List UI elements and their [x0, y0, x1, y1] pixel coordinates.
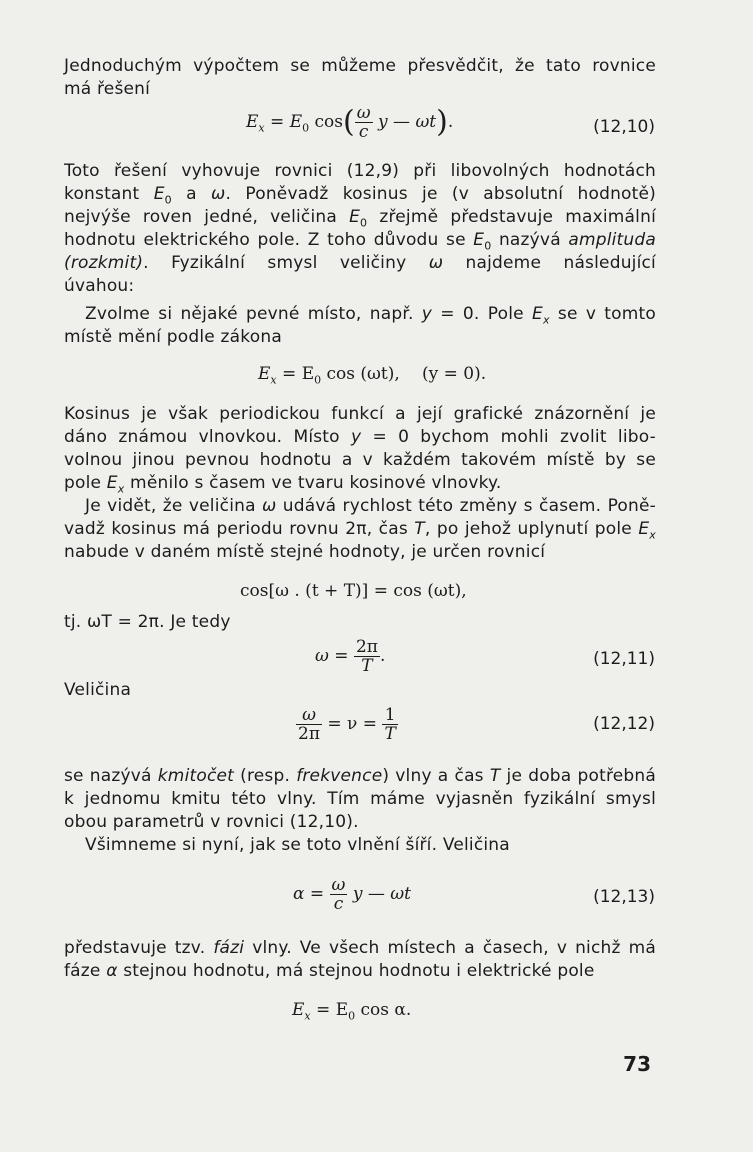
p4-line4: pole $E_x$ měnilo s časem ve tvaru kosinové vlnovky.: [64, 473, 502, 496]
p6-text: tj. ωT = 2π. Je tedy: [64, 612, 231, 632]
equation-label-12-12: (12,12): [593, 714, 655, 734]
equation-periodicity: cos[ω . (t + T)] = cos (ωt),: [240, 581, 467, 601]
equation-ex-at-y0: $E_x = E_0$ cos (ωt),: [258, 364, 400, 387]
p2-line6: úvahou:: [64, 276, 135, 296]
p7-text: Veličina: [64, 680, 132, 700]
equation-label-12-13: (12,13): [593, 887, 655, 907]
fraction-1-T: $\frac{1}{T}$: [384, 705, 396, 744]
fraction-2pi-T: $\frac{2\pi}{T}$: [355, 637, 378, 676]
p10-line1: představuje tzv. fázi vlny. Ve všech místech a časech, v nichž má: [64, 938, 656, 958]
equation-12-12: $\frac{\omega}{2\pi}$ = ν = $\frac{1}{T}$: [298, 705, 396, 744]
equation-label-12-11: (12,11): [593, 649, 655, 669]
p2-line2: konstant $E_0$ a ω. Poněvadž kosinus je (v absolutní hodnotě): [64, 184, 657, 207]
p4-line1: Kosinus je však periodickou funkcí a její grafické znázornění je: [64, 404, 656, 424]
p8-line3: obou parametrů v rovnici (12,10).: [64, 812, 359, 832]
p10-line2: fáze α stejnou hodnotu, má stejnou hodnotu i elektrické pole: [64, 961, 595, 981]
equation-condition-y0: (y = 0).: [422, 364, 487, 384]
p8-line1: se nazývá kmitočet (resp. frekvence) vlny a čas T je doba potřebná: [64, 766, 657, 786]
equation-label-12-10: (12,10): [593, 117, 655, 137]
p1-line2: má řešení: [64, 79, 151, 99]
page-number: 73: [623, 1052, 651, 1076]
p4-line3: volnou jinou pevnou hodnotu a v každém takovém místě by se: [64, 450, 656, 470]
p5-line3: nabude v daném místě stejné hodnoty, je určen rovnicí: [64, 542, 546, 562]
p3-line1: Zvolme si nějaké pevné místo, např. y = 0. Pole $E_x$ se v tomto: [85, 304, 656, 327]
p2-line1: Toto řešení vyhovuje rovnici (12,9) při libovolných hodnotách: [64, 161, 656, 181]
p5-line2: vadž kosinus má periodu rovnu 2π, čas T, po jehož uplynutí pole $E_x$: [64, 519, 656, 542]
fraction-omega-c: $\frac{\omega}{c}$: [356, 103, 371, 142]
p8-line2: k jednomu kmitu této vlny. Tím máme vyjasněn fyzikální smysl: [64, 789, 656, 809]
p9-line1: Všimneme si nyní, jak se toto vlnění šíří. Veličina: [85, 835, 510, 855]
equation-12-11: ω = $\frac{2\pi}{T}$ .: [315, 637, 386, 676]
equation-12-13: α = $\frac{\omega}{c}$ y — ωt: [293, 875, 411, 914]
p2-line3: nejvýše roven jedné, veličina $E_0$ zřejmě představuje maximální: [64, 207, 656, 230]
fraction-omega-c-2: $\frac{\omega}{c}$: [331, 875, 346, 914]
equation-ex-cos-alpha: $E_x = E_0$ cos α.: [292, 1000, 412, 1023]
fraction-omega-2pi: $\frac{\omega}{2\pi}$: [298, 705, 320, 744]
p3-line2: místě mění podle zákona: [64, 327, 282, 347]
p2-line5: (rozkmit). Fyzikální smysl veličiny ω najdeme následující: [64, 253, 656, 273]
p4-line2: dáno známou vlnovkou. Místo y = 0 bychom mohli zvolit libo-: [64, 427, 656, 447]
p2-line4: hodnotu elektrického pole. Z toho důvodu se $E_0$ nazývá amplituda: [64, 230, 657, 253]
equation-12-10: $E_x = E_0$ cos( $\frac{\omega}{c}$ y — ωt).: [246, 103, 454, 142]
p1-line1: Jednoduchým výpočtem se můžeme přesvědčit, že tato rovnice: [64, 56, 656, 76]
p5-line1: Je vidět, že veličina ω udává rychlost této změny s časem. Poně-: [85, 496, 656, 516]
